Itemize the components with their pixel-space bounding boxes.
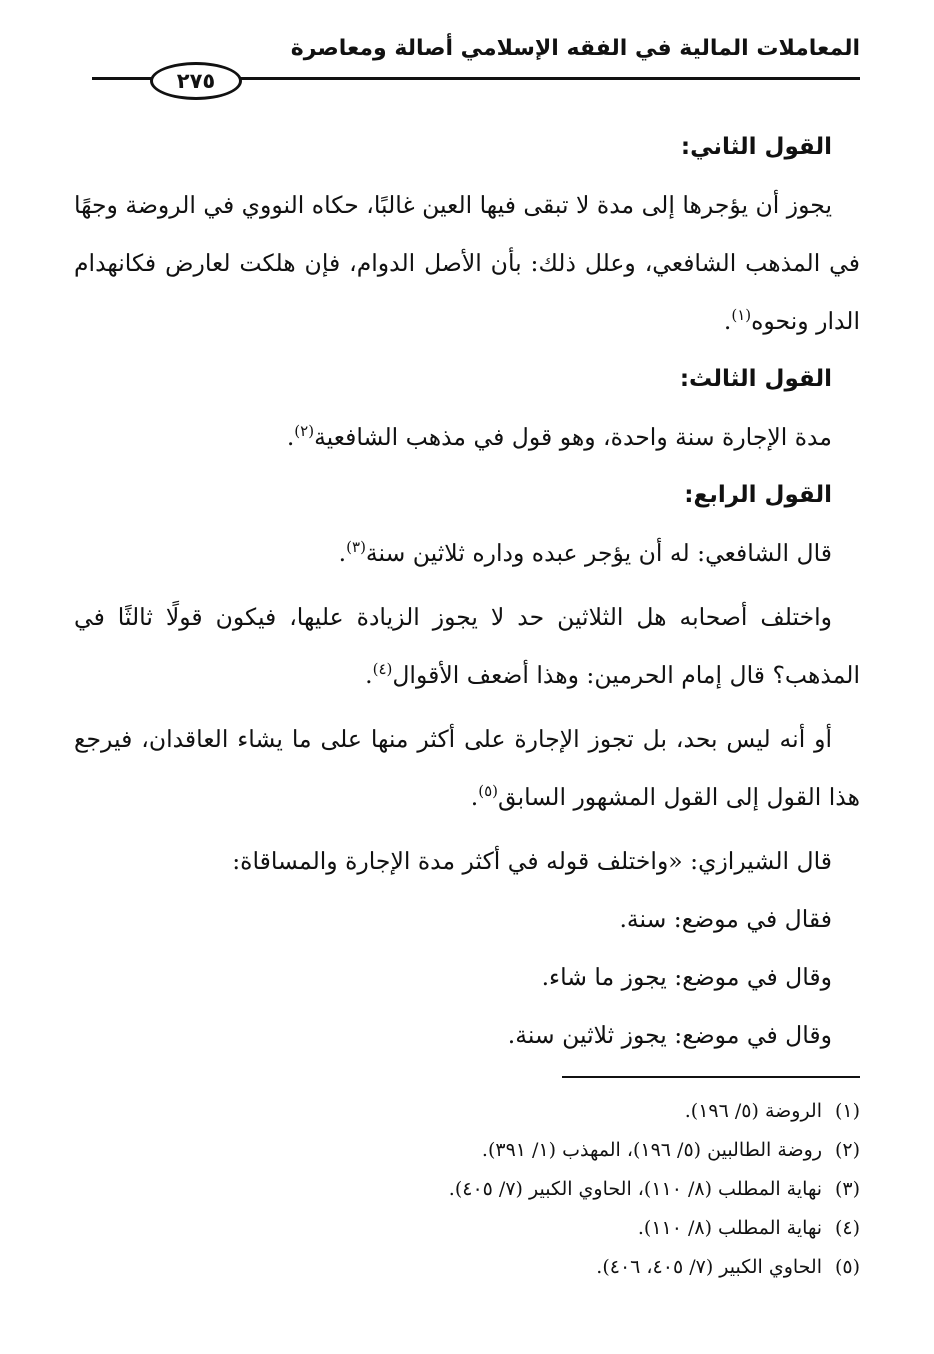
footnote-marker-3[interactable]: (٣) bbox=[346, 538, 366, 557]
footnote-text: الروضة (٥/ ١٩٦). bbox=[684, 1100, 822, 1122]
footnote-text: نهاية المطلب (٨/ ١١٠). bbox=[637, 1217, 822, 1239]
paragraph-shirazi-quote: قال الشيرازي: «واختلف قوله في أكثر مدة الإجارة والمساقاة: bbox=[232, 847, 832, 875]
footnote-text: نهاية المطلب (٨/ ١١٠)، الحاوي الكبير (٧/ ٤٠٥). bbox=[448, 1178, 822, 1200]
quote-line-as-wished: وقال في موضع: يجوز ما شاء. bbox=[541, 963, 832, 991]
footnote-text: روضة الطالبين (٥/ ١٩٦)، المهذب (١/ ٣٩١). bbox=[481, 1139, 822, 1161]
footnote-1 bbox=[74, 1092, 860, 1131]
quote-line-thirty-years: وقال في موضع: يجوز ثلاثين سنة. bbox=[507, 1021, 832, 1049]
paragraph-text: واختلف أصحابه هل الثلاثين حد لا يجوز الزيادة عليها، فيكون قولًا ثالثًا في المذهب؟ قال إمام الحرمين: وهذا أضعف الأقوال bbox=[74, 603, 860, 689]
header-rule-left bbox=[92, 77, 152, 80]
footnote-number: (٣) bbox=[834, 1178, 860, 1200]
page-number: ٢٧٥ bbox=[176, 69, 216, 93]
header-rule bbox=[236, 77, 860, 80]
footnote-marker-2[interactable]: (٢) bbox=[294, 422, 315, 441]
footnote-4 bbox=[74, 1209, 860, 1248]
running-title: المعاملات المالية في الفقه الإسلامي أصالة ومعاصرة bbox=[290, 36, 860, 61]
paragraph-second-opinion: يجوز أن يؤجرها إلى مدة لا تبقى فيها العين غالبًا، حكاه النووي في الروضة وجهًا في المذهب الشافعي، وعلل ذلك: بأن الأصل الدوام، فإن هلكت لعارض فكانهدام الدار ونحوه$^{(١)}$. bbox=[74, 191, 860, 335]
heading-third-opinion: القول الثالث: bbox=[679, 366, 832, 392]
footnote-marker-5[interactable]: (٥) bbox=[478, 782, 499, 801]
paragraph-text: يجوز أن يؤجرها إلى مدة لا تبقى فيها العين غالبًا، حكاه النووي في الروضة وجهًا في المذهب الشافعي، وعلل ذلك: بأن الأصل الدوام، فإن هلكت لعارض فكانهدام الدار ونحوه bbox=[74, 191, 860, 335]
footnote-number: (٤) bbox=[834, 1217, 860, 1239]
paragraph-not-a-limit: أو أنه ليس بحد، بل تجوز الإجارة على أكثر منها على ما يشاء العاقدان، فيرجع هذا القول إلى القول المشهور السابق$^{(٥)}$. bbox=[74, 725, 860, 811]
paragraph-text: قال الشافعي: له أن يؤجر عبده وداره ثلاثين سنة bbox=[365, 539, 832, 567]
footnotes bbox=[74, 1092, 860, 1287]
footnote-5 bbox=[74, 1248, 860, 1287]
footnote-3 bbox=[74, 1170, 860, 1209]
paragraph-companions-differ: واختلف أصحابه هل الثلاثين حد لا يجوز الزيادة عليها، فيكون قولًا ثالثًا في المذهب؟ قال إمام الحرمين: وهذا أضعف الأقوال$^{(٤)}$. bbox=[74, 603, 860, 689]
footnote-2 bbox=[74, 1131, 860, 1170]
paragraph-text: أو أنه ليس بحد، بل تجوز الإجارة على أكثر منها على ما يشاء العاقدان، فيرجع هذا القول إلى القول المشهور السابق bbox=[74, 725, 860, 811]
footnote-separator bbox=[562, 1076, 860, 1078]
footnote-number: (٥) bbox=[834, 1256, 860, 1278]
heading-second-opinion: القول الثاني: bbox=[680, 134, 832, 160]
page-number-badge bbox=[150, 62, 242, 100]
paragraph-text: مدة الإجارة سنة واحدة، وهو قول في مذهب الشافعية bbox=[314, 423, 832, 451]
footnote-number: (١) bbox=[834, 1100, 860, 1122]
quote-line-one-year: فقال في موضع: سنة. bbox=[619, 905, 832, 933]
footnote-marker-1[interactable]: (١) bbox=[731, 306, 752, 325]
footnote-number: (٢) bbox=[834, 1139, 860, 1161]
paragraph-third-opinion: مدة الإجارة سنة واحدة، وهو قول في مذهب الشافعية$^{(٢)}$. bbox=[286, 422, 832, 451]
footnote-text: الحاوي الكبير (٧/ ٤٠٥، ٤٠٦). bbox=[596, 1256, 822, 1278]
heading-fourth-opinion: القول الرابع: bbox=[684, 482, 832, 508]
paragraph-shafii: قال الشافعي: له أن يؤجر عبده وداره ثلاثين سنة$^{(٣)}$. bbox=[338, 538, 832, 567]
footnote-marker-4[interactable]: (٤) bbox=[372, 660, 393, 679]
main-text bbox=[74, 118, 860, 1064]
